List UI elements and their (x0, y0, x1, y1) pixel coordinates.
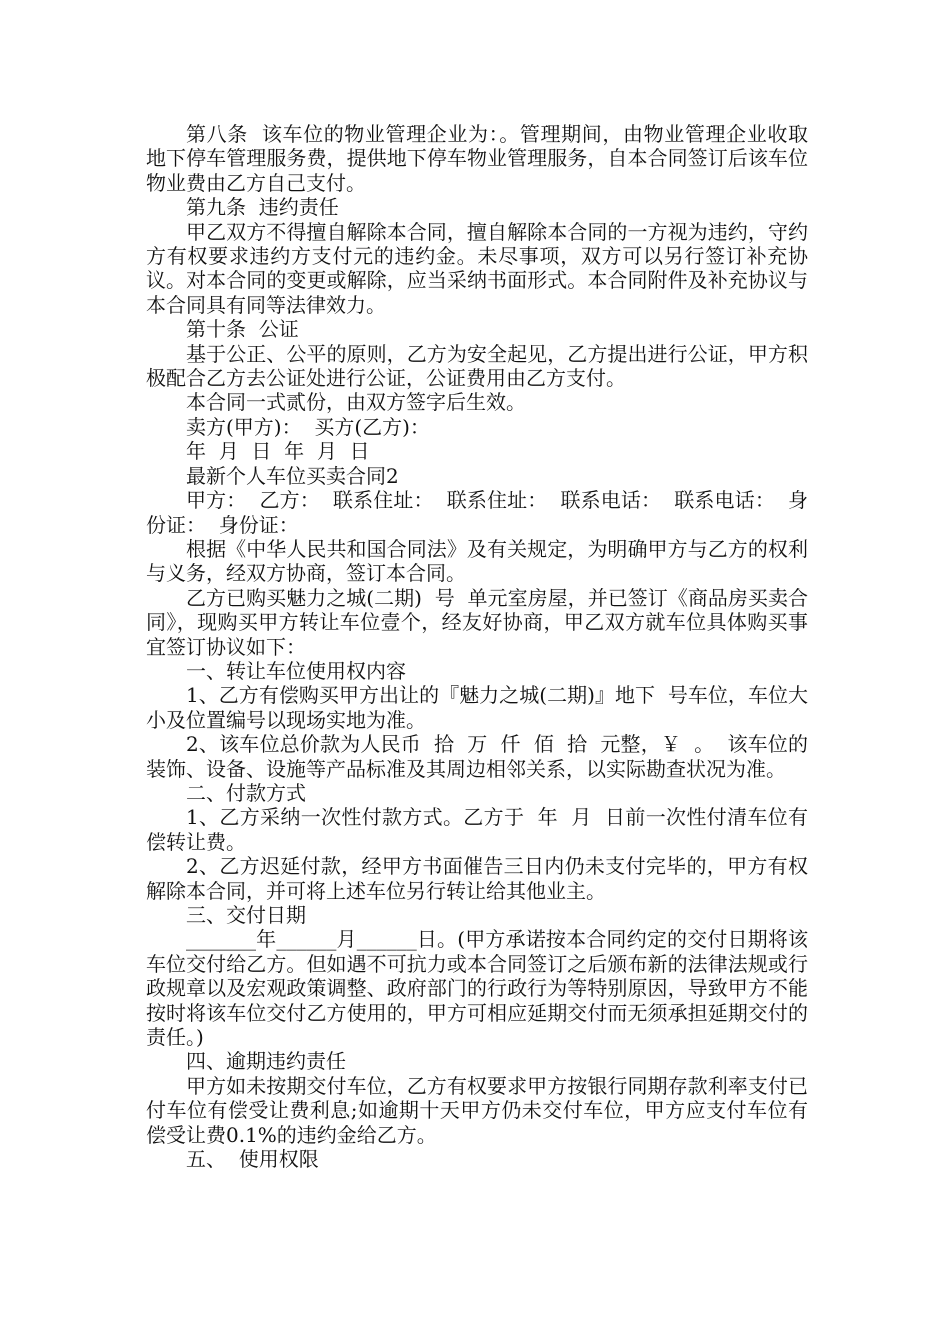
section-2-heading: 二、付款方式 (186, 780, 306, 805)
purchase-background-paragraph: 乙方已购买魅力之城(二期) 号 单元室房屋，并已签订《商品房买卖合同》，现购买甲方转让车位壹个，经友好协商，甲乙双方就车位具体购买事宜签订协议如下： (146, 585, 808, 659)
section-1-heading: 一、转让车位使用权内容 (186, 658, 406, 683)
section-3-heading: 三、交付日期 (186, 903, 306, 927)
contract-2-title: 最新个人车位买卖合同2 (186, 463, 399, 488)
basis-paragraph: 根据《中华人民共和国合同法》及有关规定，为明确甲方与乙方的权利与义务，经双方协商，签订本合同。 (146, 536, 808, 586)
late-delivery-paragraph: 甲方如未按期交付车位，乙方有权要求甲方按银行同期存款利率支付已付车位有偿受让费利息;如逾期十天甲方仍未交付车位，甲方应支付车位有偿受让费0.1%的违约金给乙方。 (146, 1073, 808, 1147)
section-2-item-1: 1、乙方采纳一次性付款方式。乙方于 年 月 日前一次性付清车位有偿转让费。 (146, 805, 808, 854)
section-2-item-2: 2、乙方迟延付款，经甲方书面催告三日内仍未支付完毕的，甲方有权解除本合同，并可将上述车位另行转让给其他业主。 (146, 854, 808, 903)
article-9-heading: 第九条 违约责任 (186, 195, 339, 220)
section-4-heading: 四、逾期违约责任 (186, 1049, 346, 1074)
article-8-paragraph: 第八条 该车位的物业管理企业为：。管理期间，由物业管理企业收取地下停车管理服务费，提供地下停车物业管理服务，自本合同签订后该车位物业费由乙方自己支付。 (146, 122, 808, 195)
delivery-date-paragraph: _______年______月______日。(甲方承诺按本合同约定的交付日期将该车位交付给乙方。但如遇不可抗力或本合同签订之后颁布新的法律法规或行政规章以及宏观政策调整、政府部门的行政行为等特别原因，导致甲方不能按时将该车位交付乙方使用的，甲方可相应延期交付而无须承担延期交付的责任。) (146, 927, 808, 1050)
contract-text (146, 122, 808, 1171)
section-1-item-1: 1、乙方有偿购买甲方出让的『魅力之城(二期)』地下 号车位，车位大小及位置编号以现场实地为准。 (146, 683, 808, 732)
date-line: 年 月 日 年 月 日 (186, 439, 370, 464)
breach-liability-paragraph: 甲乙双方不得擅自解除本合同，擅自解除本合同的一方视为违约，守约方有权要求违约方支付元的违约金。未尽事项，双方可以另行签订补充协议。对本合同的变更或解除，应当采纳书面形式。本合同附件及补充协议与本合同具有同等法律效力。 (146, 219, 808, 317)
notarization-paragraph: 基于公正、公平的原则，乙方为安全起见，乙方提出进行公证，甲方积极配合乙方去公证处进行公证，公证费用由乙方支付。 (146, 341, 808, 391)
section-5-heading: 五、 使用权限 (186, 1147, 319, 1172)
section-1-item-2: 2、该车位总价款为人民币 拾 万 仟 佰 拾 元整，￥ 。 该车位的装饰、设备、设施等产品标准及其周边相邻关系，以实际勘查状况为准。 (146, 732, 808, 781)
signature-line: 卖方(甲方)： 买方(乙方)： (186, 414, 430, 439)
copies-paragraph: 本合同一式贰份，由双方签字后生效。 (186, 390, 526, 415)
parties-info-paragraph: 甲方： 乙方： 联系住址： 联系住址： 联系电话： 联系电话： 身份证： 身份证： (146, 488, 808, 537)
article-10-heading: 第十条 公证 (186, 317, 299, 342)
